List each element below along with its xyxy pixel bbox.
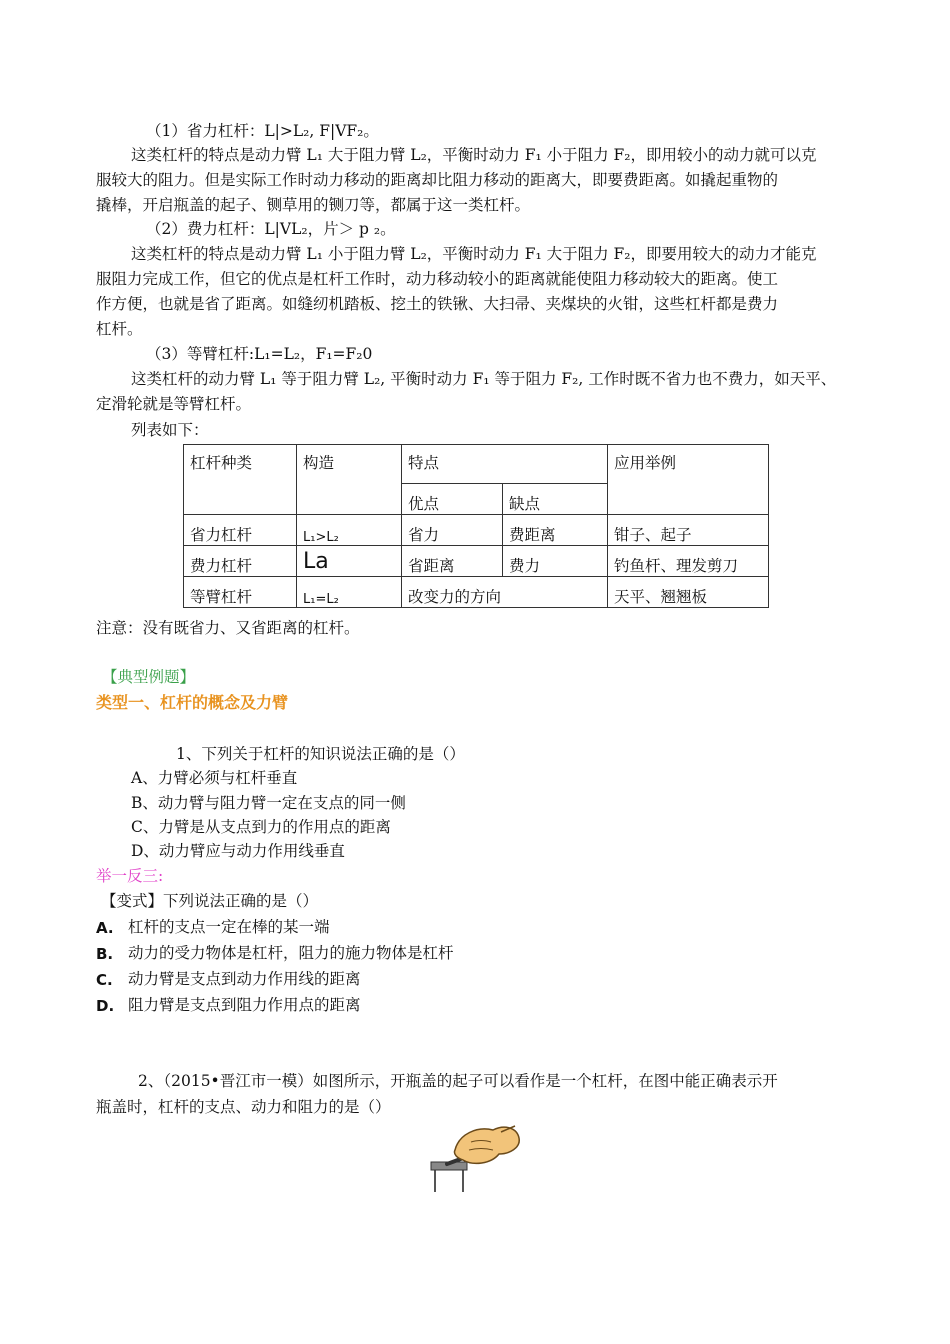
variant-stem: 【变式】下列说法正确的是（） — [101, 892, 319, 910]
table-header-example: 应用举例 — [608, 445, 769, 515]
para-lever-3-desc-a: 这类杠杆的动力臂 L₁ 等于阻力臂 L₂, 平衡时动力 F₁ 等于阻力 F₂, 工作时既不省力也不费力，如天平、 — [131, 370, 837, 388]
table-row — [184, 577, 769, 608]
section-type-1-heading: 类型一、杠杆的概念及力臂 — [96, 693, 289, 712]
para-lever-3-desc-b: 定滑轮就是等臂杠杆。 — [96, 395, 252, 413]
variant-option-b-letter: B. — [96, 945, 114, 963]
para-lever-1: （1）省力杠杆：L|>L₂, F|VF₂。 — [146, 122, 379, 140]
para-lever-1-desc-c: 撬棒，开启瓶盖的起子、铡草用的铡刀等，都属于这一类杠杆。 — [96, 196, 531, 214]
table-header-structure: 构造 — [297, 445, 402, 515]
para-lever-2-desc-b: 服阻力完成工作，但它的优点是杠杆工作时，动力移动较小的距离就能使阻力移动较大的距离。使工 — [96, 270, 779, 288]
q2-stem-line2: 瓶盖时，杠杆的支点、动力和阻力的是（） — [96, 1098, 391, 1116]
table-header-feature: 特点 — [402, 445, 608, 484]
table-cell-disadvantage: 费力 — [503, 546, 608, 577]
table-cell-advantage: 省力 — [402, 515, 503, 546]
variant-option-d-letter: D. — [96, 997, 115, 1015]
table-cell-type: 等臂杠杆 — [184, 577, 297, 608]
table-cell-disadvantage: 费距离 — [503, 515, 608, 546]
para-lever-3: （3）等臂杠杆:L₁=L₂，F₁=F₂0 — [146, 345, 373, 363]
table-cell-structure: L₁>L₂ — [297, 515, 402, 546]
variant-option-a-letter: A. — [96, 919, 114, 937]
para-lever-2: （2）费力杠杆：L|VL₂，片＞ p ₂。 — [146, 220, 396, 238]
variant-label: 举一反三: — [96, 867, 164, 885]
para-lever-2-desc-d: 杠杆。 — [96, 320, 143, 338]
para-lever-1-desc-b: 服较大的阻力。但是实际工作时动力移动的距离却比阻力移动的距离大，即要费距离。如撬起重物的 — [96, 171, 779, 189]
table-header-advantage: 优点 — [402, 484, 503, 515]
note-text: 注意：没有既省力、又省距离的杠杆。 — [96, 619, 360, 637]
variant-option-c: 动力臂是支点到动力作用线的距离 — [128, 970, 361, 988]
q1-option-c: C、力臂是从支点到力的作用点的距离 — [131, 818, 391, 836]
variant-option-d: 阻力臂是支点到阻力作用点的距离 — [128, 996, 361, 1014]
para-lever-1-desc-a: 这类杠杆的特点是动力臂 L₁ 大于阻力臂 L₂，平衡时动力 F₁ 小于阻力 F₂，即用较小的动力就可以克 — [131, 146, 817, 164]
table-cell-example: 钳子、起子 — [608, 515, 769, 546]
section-label: 【典型例题】 — [102, 668, 196, 686]
table-cell-structure: L₁=L₂ — [297, 577, 402, 608]
q1-stem: 1、下列关于杠杆的知识说法正确的是（） — [176, 745, 465, 763]
table-header-type: 杠杆种类 — [184, 445, 297, 515]
table-cell-example: 天平、翘翘板 — [608, 577, 769, 608]
q1-option-d: D、动力臂应与动力作用线垂直 — [131, 842, 345, 860]
table-cell-structure: La — [297, 546, 402, 577]
table-row — [184, 515, 769, 546]
para-lever-2-desc-c: 作方便，也就是省了距离。如缝纫机踏板、挖土的铁锹、大扫帚、夹煤块的火钳，这些杠杆都是费力 — [96, 295, 779, 313]
table-cell-type: 费力杠杆 — [184, 546, 297, 577]
lever-comparison-table — [183, 444, 769, 608]
table-cell-example: 钓鱼杆、理发剪刀 — [608, 546, 769, 577]
table-cell-advantage: 改变力的方向 — [402, 577, 608, 608]
table-row — [184, 546, 769, 577]
q1-option-b: B、动力臂与阻力臂一定在支点的同一侧 — [131, 794, 406, 812]
para-lever-2-desc-a: 这类杠杆的特点是动力臂 L₁ 小于阻力臂 L₂，平衡时动力 F₁ 大于阻力 F₂，即要用较大的动力才能克 — [131, 245, 817, 263]
bottle-opener-illustration — [425, 1120, 525, 1195]
q1-option-a: A、力臂必须与杠杆垂直 — [131, 769, 298, 787]
table-cell-advantage: 省距离 — [402, 546, 503, 577]
q2-stem-line1: 2、（2015•晋江市一模）如图所示，开瓶盖的起子可以看作是一个杠杆，在图中能正确表示开 — [138, 1072, 778, 1090]
table-cell-type: 省力杠杆 — [184, 515, 297, 546]
para-table-intro: 列表如下： — [131, 421, 209, 439]
variant-option-a: 杠杆的支点一定在棒的某一端 — [128, 918, 330, 936]
table-header-disadvantage: 缺点 — [503, 484, 608, 515]
variant-option-b: 动力的受力物体是杠杆，阻力的施力物体是杠杆 — [128, 944, 454, 962]
variant-option-c-letter: C. — [96, 971, 113, 989]
